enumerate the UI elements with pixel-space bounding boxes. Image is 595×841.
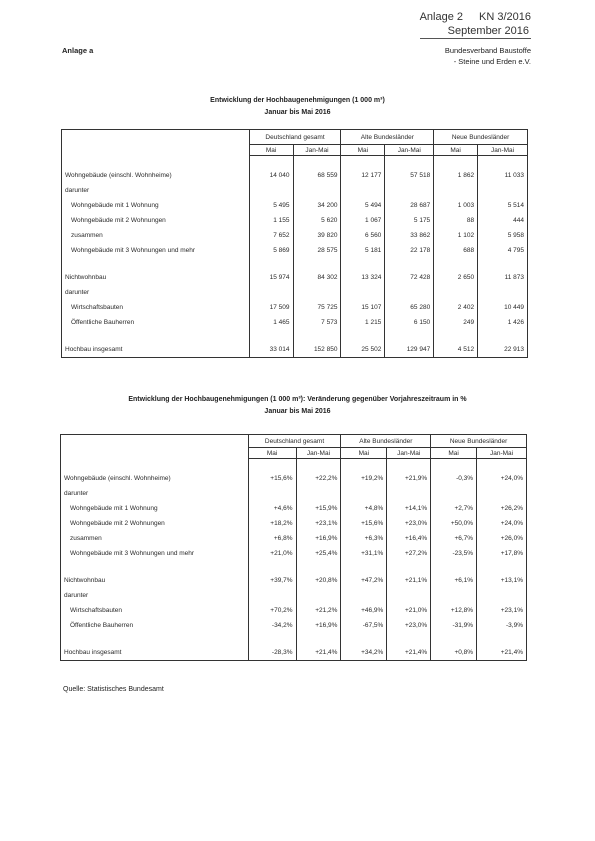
row-label: Wohngebäude mit 2 Wohnungen xyxy=(61,516,249,531)
table2-group-header: Deutschland gesamt xyxy=(248,435,341,448)
cell-value: +6,7% xyxy=(431,531,477,546)
cell-value: -34,2% xyxy=(248,618,296,633)
cell-value: 5 869 xyxy=(249,243,293,258)
table-row xyxy=(62,228,528,243)
cell-value: +21,0% xyxy=(387,603,431,618)
cell-value xyxy=(387,588,431,603)
row-label: Nichtwohnbau xyxy=(62,270,250,285)
cell-value: -31,9% xyxy=(431,618,477,633)
row-label: Wohngebäude (einschl. Wohnheime) xyxy=(62,168,250,183)
cell-value: +26,2% xyxy=(477,501,527,516)
table2-subcol-header: Jan-Mai xyxy=(387,448,431,459)
spacer-row xyxy=(62,258,528,270)
table-row xyxy=(62,243,528,258)
cell-value: 2 650 xyxy=(434,270,478,285)
cell-value: 444 xyxy=(478,213,528,228)
row-label: zusammen xyxy=(62,228,250,243)
cell-value: 72 428 xyxy=(385,270,434,285)
row-label: Wohngebäude (einschl. Wohnheime) xyxy=(61,471,249,486)
cell-value: 6 150 xyxy=(385,315,434,330)
cell-value: +15,6% xyxy=(248,471,296,486)
cell-value xyxy=(385,285,434,300)
cell-value: 22 913 xyxy=(478,342,528,358)
cell-value xyxy=(248,486,296,501)
spacer-row xyxy=(61,633,527,645)
cell-value: 11 033 xyxy=(478,168,528,183)
row-label: darunter xyxy=(61,588,249,603)
table2-subcol-header: Mai xyxy=(431,448,477,459)
cell-value: -67,5% xyxy=(341,618,387,633)
cell-value: +34,2% xyxy=(341,645,387,661)
table-row xyxy=(61,603,527,618)
table-row xyxy=(62,213,528,228)
cell-value xyxy=(434,285,478,300)
cell-value: 5 514 xyxy=(478,198,528,213)
cell-value: +21,4% xyxy=(477,645,527,661)
cell-value: 7 652 xyxy=(249,228,293,243)
table2-subcol-header: Mai xyxy=(341,448,387,459)
table-row xyxy=(62,270,528,285)
table1-subcol-header: Jan-Mai xyxy=(293,145,341,156)
spacer-row xyxy=(62,156,528,169)
table-row xyxy=(62,168,528,183)
cell-value: 129 947 xyxy=(385,342,434,358)
cell-value: 6 560 xyxy=(341,228,385,243)
cell-value: +22,2% xyxy=(296,471,341,486)
table1-body xyxy=(62,156,528,358)
cell-value: 5 495 xyxy=(249,198,293,213)
cell-value: +21,1% xyxy=(387,573,431,588)
cell-value xyxy=(431,588,477,603)
cell-value: 75 725 xyxy=(293,300,341,315)
cell-value: +27,2% xyxy=(387,546,431,561)
cell-value: 17 509 xyxy=(249,300,293,315)
cell-value: 688 xyxy=(434,243,478,258)
cell-value: 249 xyxy=(434,315,478,330)
spacer-row xyxy=(61,459,527,472)
cell-value: 152 850 xyxy=(293,342,341,358)
cell-value: +25,4% xyxy=(296,546,341,561)
cell-value: -28,3% xyxy=(248,645,296,661)
table1-subcol-header: Jan-Mai xyxy=(478,145,528,156)
table-row xyxy=(61,588,527,603)
table1-group-header: Alte Bundesländer xyxy=(341,130,434,145)
cell-value: +24,0% xyxy=(477,471,527,486)
cell-value xyxy=(341,486,387,501)
cell-value: 13 324 xyxy=(341,270,385,285)
cell-value: 84 302 xyxy=(293,270,341,285)
cell-value: +17,8% xyxy=(477,546,527,561)
cell-value: -23,5% xyxy=(431,546,477,561)
organization-line-2: - Steine und Erden e.V. xyxy=(453,57,531,66)
cell-value: 28 687 xyxy=(385,198,434,213)
cell-value: 68 559 xyxy=(293,168,341,183)
cell-value: 12 177 xyxy=(341,168,385,183)
cell-value: +20,8% xyxy=(296,573,341,588)
table2 xyxy=(60,434,527,661)
table2-subcol-header: Jan-Mai xyxy=(296,448,341,459)
table1 xyxy=(61,129,528,358)
cell-value: +47,2% xyxy=(341,573,387,588)
table-row xyxy=(62,300,528,315)
cell-value: +16,4% xyxy=(387,531,431,546)
row-label: Öffentliche Bauherren xyxy=(62,315,250,330)
cell-value: +6,8% xyxy=(248,531,296,546)
cell-value: +46,9% xyxy=(341,603,387,618)
cell-value: 28 575 xyxy=(293,243,341,258)
cell-value: 65 280 xyxy=(385,300,434,315)
document-reference xyxy=(420,10,531,39)
cell-value: 11 873 xyxy=(478,270,528,285)
row-label: Wirtschaftsbauten xyxy=(61,603,249,618)
row-label: Hochbau insgesamt xyxy=(61,645,249,661)
cell-value: +26,0% xyxy=(477,531,527,546)
table2-group-header: Alte Bundesländer xyxy=(341,435,431,448)
cell-value: 5 958 xyxy=(478,228,528,243)
cell-value: 33 014 xyxy=(249,342,293,358)
source-note: Quelle: Statistisches Bundesamt xyxy=(63,686,164,693)
cell-value xyxy=(296,588,341,603)
table1-group-header: Neue Bundesländer xyxy=(434,130,528,145)
cell-value xyxy=(249,285,293,300)
cell-value: +21,9% xyxy=(387,471,431,486)
cell-value: 1 155 xyxy=(249,213,293,228)
table-row xyxy=(61,645,527,661)
cell-value: +6,1% xyxy=(431,573,477,588)
cell-value xyxy=(249,183,293,198)
table1-subcol-header: Mai xyxy=(341,145,385,156)
row-label: darunter xyxy=(62,183,250,198)
cell-value: +23,0% xyxy=(387,618,431,633)
table2-group-header: Neue Bundesländer xyxy=(431,435,527,448)
cell-value xyxy=(296,486,341,501)
cell-value: +50,0% xyxy=(431,516,477,531)
cell-value xyxy=(387,486,431,501)
cell-value: +23,1% xyxy=(477,603,527,618)
anlage-label: Anlage a xyxy=(62,46,94,55)
cell-value: +18,2% xyxy=(248,516,296,531)
cell-value xyxy=(341,285,385,300)
table2-subtitle: Januar bis Mai 2016 xyxy=(264,408,331,415)
cell-value xyxy=(341,183,385,198)
table-row xyxy=(61,471,527,486)
cell-value: +16,9% xyxy=(296,618,341,633)
row-label: zusammen xyxy=(61,531,249,546)
row-label: darunter xyxy=(62,285,250,300)
cell-value: 5 181 xyxy=(341,243,385,258)
cell-value: 1 215 xyxy=(341,315,385,330)
cell-value: +21,4% xyxy=(387,645,431,661)
table1-subcol-header: Jan-Mai xyxy=(385,145,434,156)
cell-value: +0,8% xyxy=(431,645,477,661)
table-row xyxy=(62,183,528,198)
cell-value: 1 003 xyxy=(434,198,478,213)
table-row xyxy=(61,618,527,633)
table-row xyxy=(61,531,527,546)
cell-value: +15,6% xyxy=(341,516,387,531)
cell-value: -3,9% xyxy=(477,618,527,633)
cell-value: +4,8% xyxy=(341,501,387,516)
cell-value xyxy=(341,588,387,603)
cell-value: 10 449 xyxy=(478,300,528,315)
table1-subcol-header: Mai xyxy=(249,145,293,156)
cell-value: 5 494 xyxy=(341,198,385,213)
cell-value: +6,3% xyxy=(341,531,387,546)
cell-value: 2 402 xyxy=(434,300,478,315)
table2-title: Entwicklung der Hochbaugenehmigungen (1 000 m³): Veränderung gegenüber Vorjahreszeitraum in % xyxy=(128,396,467,403)
row-label: Öffentliche Bauherren xyxy=(61,618,249,633)
row-label: Hochbau insgesamt xyxy=(62,342,250,358)
cell-value: 34 200 xyxy=(293,198,341,213)
cell-value: +15,9% xyxy=(296,501,341,516)
cell-value xyxy=(434,183,478,198)
spacer-row xyxy=(62,330,528,342)
row-label: Nichtwohnbau xyxy=(61,573,249,588)
cell-value: +21,4% xyxy=(296,645,341,661)
cell-value: 14 040 xyxy=(249,168,293,183)
table-row xyxy=(61,546,527,561)
table-row xyxy=(61,573,527,588)
cell-value: 1 102 xyxy=(434,228,478,243)
cell-value: 1 067 xyxy=(341,213,385,228)
cell-value: +23,1% xyxy=(296,516,341,531)
organization xyxy=(445,45,531,67)
cell-value: +31,1% xyxy=(341,546,387,561)
cell-value: +39,7% xyxy=(248,573,296,588)
cell-value xyxy=(478,285,528,300)
cell-value: +21,0% xyxy=(248,546,296,561)
cell-value xyxy=(478,183,528,198)
row-label: Wohngebäude mit 3 Wohnungen und mehr xyxy=(61,546,249,561)
table1-subtitle: Januar bis Mai 2016 xyxy=(264,109,331,116)
cell-value: 15 974 xyxy=(249,270,293,285)
row-label: Wohngebäude mit 1 Wohnung xyxy=(61,501,249,516)
table2-body xyxy=(61,459,527,661)
cell-value: +2,7% xyxy=(431,501,477,516)
table-row xyxy=(62,285,528,300)
cell-value xyxy=(293,285,341,300)
row-label: Wohngebäude mit 2 Wohnungen xyxy=(62,213,250,228)
cell-value xyxy=(477,588,527,603)
cell-value: +23,0% xyxy=(387,516,431,531)
cell-value: +21,2% xyxy=(296,603,341,618)
cell-value: +14,1% xyxy=(387,501,431,516)
cell-value: 5 175 xyxy=(385,213,434,228)
cell-value: 25 502 xyxy=(341,342,385,358)
cell-value: 1 465 xyxy=(249,315,293,330)
table2-subcol-header: Mai xyxy=(248,448,296,459)
cell-value xyxy=(477,486,527,501)
table-row xyxy=(61,501,527,516)
cell-value: 4 512 xyxy=(434,342,478,358)
table-row xyxy=(61,516,527,531)
table-row xyxy=(61,486,527,501)
row-label: Wohngebäude mit 1 Wohnung xyxy=(62,198,250,213)
cell-value: +70,2% xyxy=(248,603,296,618)
table-row xyxy=(62,315,528,330)
table-row xyxy=(62,342,528,358)
cell-value xyxy=(293,183,341,198)
cell-value: +19,2% xyxy=(341,471,387,486)
kn-number: KN 3/2016 xyxy=(479,11,531,23)
cell-value: +4,6% xyxy=(248,501,296,516)
cell-value: 88 xyxy=(434,213,478,228)
table-row xyxy=(62,198,528,213)
cell-value: +16,9% xyxy=(296,531,341,546)
cell-value xyxy=(248,588,296,603)
spacer-row xyxy=(61,561,527,573)
cell-value xyxy=(431,486,477,501)
anlage-number: Anlage 2 xyxy=(419,11,464,23)
table1-subcol-header: Mai xyxy=(434,145,478,156)
table2-subcol-header: Jan-Mai xyxy=(477,448,527,459)
cell-value: +13,1% xyxy=(477,573,527,588)
row-label: Wirtschaftsbauten xyxy=(62,300,250,315)
table1-group-header: Deutschland gesamt xyxy=(249,130,341,145)
cell-value: 15 107 xyxy=(341,300,385,315)
cell-value: 33 862 xyxy=(385,228,434,243)
cell-value: +24,0% xyxy=(477,516,527,531)
cell-value: 5 620 xyxy=(293,213,341,228)
document-date: September 2016 xyxy=(420,24,531,39)
row-label: Wohngebäude mit 3 Wohnungen und mehr xyxy=(62,243,250,258)
reference-line-1 xyxy=(420,10,531,24)
cell-value: 1 862 xyxy=(434,168,478,183)
cell-value: 1 426 xyxy=(478,315,528,330)
cell-value: 7 573 xyxy=(293,315,341,330)
organization-line-1: Bundesverband Baustoffe xyxy=(444,46,531,55)
cell-value: 57 518 xyxy=(385,168,434,183)
cell-value: 39 820 xyxy=(293,228,341,243)
cell-value: 4 795 xyxy=(478,243,528,258)
cell-value: -0,3% xyxy=(431,471,477,486)
row-label: darunter xyxy=(61,486,249,501)
table1-title: Entwicklung der Hochbaugenehmigungen (1 000 m³) xyxy=(210,97,385,104)
cell-value: 22 178 xyxy=(385,243,434,258)
cell-value xyxy=(385,183,434,198)
cell-value: +12,8% xyxy=(431,603,477,618)
